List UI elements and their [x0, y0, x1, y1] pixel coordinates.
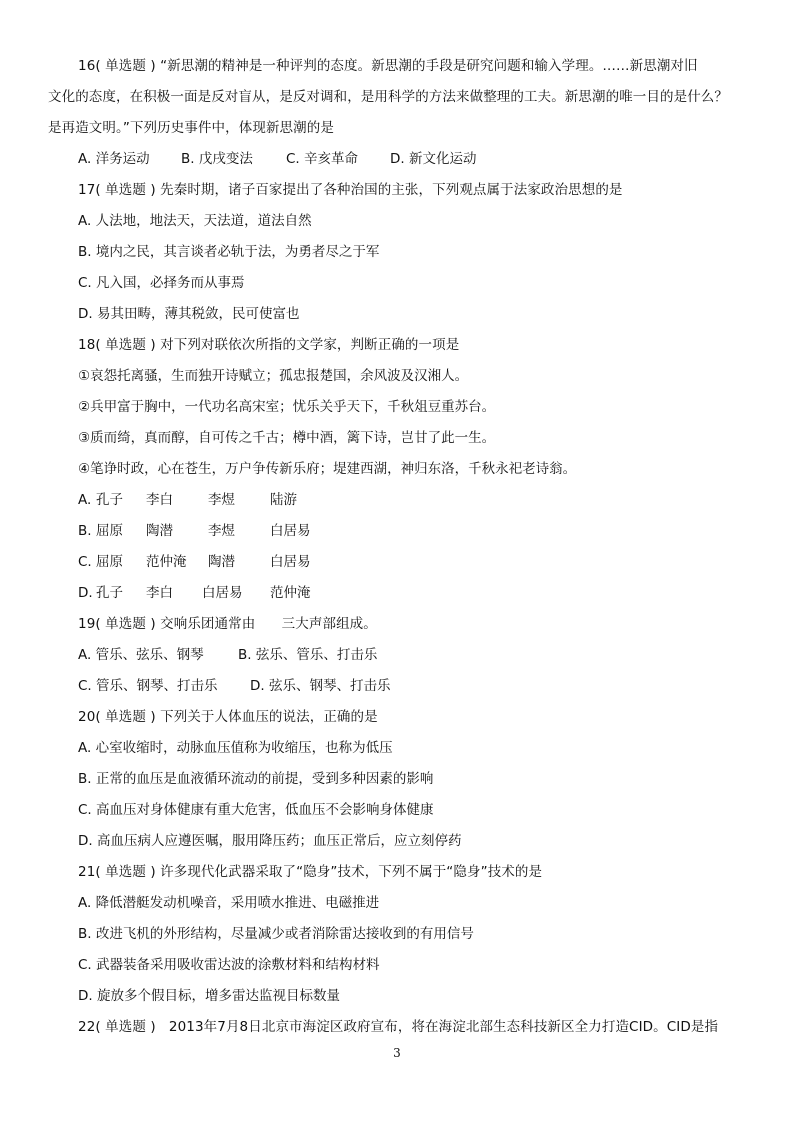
option-letter: D. — [78, 585, 93, 601]
question-stem: “新思潮的精神是一种评判的态度。新思潮的手段是研究问题和输入学理。……新思潮对旧 — [160, 58, 698, 74]
question-type: ( 单选题 ) — [95, 182, 156, 198]
question-19-stem — [78, 614, 754, 634]
question-number: 22 — [78, 1019, 96, 1035]
question-stem: 对下列对联依次所指的文学家，判断正确的一项是 — [160, 337, 460, 353]
option-a[interactable]: A. 管乐、弦乐、钢琴 — [78, 647, 204, 663]
option-name: 白居易 — [202, 585, 243, 601]
option-b[interactable]: B. 戊戌变法 — [181, 151, 253, 167]
option-c[interactable]: C. 辛亥革命 — [286, 151, 359, 167]
couplet-4: ④笔诤时政，心在苍生，万户争传新乐府；堤建西湖，神归东洛，千秋永祀老诗翁。 — [78, 461, 577, 477]
option-b[interactable]: B. 正常的血压是血液循环流动的前提，受到多种因素的影响 — [78, 771, 434, 787]
option-name: 屈原 — [96, 554, 123, 570]
option-a[interactable]: A. 人法地，地法天，天法道，道法自然 — [78, 213, 312, 229]
couplet-3: ③质而绮，真而醇，自可传之千古；樽中酒，篱下诗，岂甘了此一生。 — [78, 430, 496, 446]
question-18-stem — [78, 335, 754, 355]
question-16-line-3: 是再造文明。”下列历史事件中，体现新思潮的是 — [48, 120, 334, 136]
question-type: ( 单选题 ) — [95, 337, 156, 353]
option-b[interactable]: B. 弦乐、管乐、打击乐 — [238, 647, 378, 663]
couplet-2: ②兵甲富于胸中，一代功名高宋室；忧乐关乎天下，千秋俎豆重苏台。 — [78, 399, 496, 415]
question-16-line-2: 文化的态度，在积极一面是反对盲从，是反对调和，是用科学的方法来做整理的工夫。新思潮的唯一目的是什么？ — [48, 89, 728, 105]
option-b[interactable]: B. 境内之民，其言谈者必轨于法，为勇者尽之于军 — [78, 244, 380, 260]
option-name: 陆游 — [270, 492, 297, 508]
question-17-stem — [78, 180, 754, 200]
question-type: ( 单选题 ) — [95, 58, 156, 74]
question-22-stem — [78, 1017, 754, 1037]
question-number: 21 — [78, 864, 96, 880]
question-number: 19 — [78, 616, 96, 632]
question-number: 17 — [78, 182, 96, 198]
question-type: ( 单选题 ) — [95, 616, 156, 632]
option-d[interactable]: D. 易其田畴，薄其税敛，民可使富也 — [78, 306, 300, 322]
question-21-stem — [78, 862, 754, 882]
couplet-1: ①哀怨托离骚，生而独开诗赋立；孤忠报楚国，余风波及汉湘人。 — [78, 368, 469, 384]
option-name: 白居易 — [270, 554, 311, 570]
question-20-stem — [78, 707, 754, 727]
option-a[interactable]: A. 心室收缩时，动脉血压值称为收缩压，也称为低压 — [78, 740, 393, 756]
question-stem: 先秦时期，诸子百家提出了各种治国的主张，下列观点属于法家政治思想的是 — [160, 182, 623, 198]
option-name: 孔子 — [96, 492, 123, 508]
question-type: ( 单选题 ) — [95, 709, 156, 725]
option-name: 李煜 — [208, 523, 235, 539]
option-c[interactable]: C. 管乐、钢琴、打击乐 — [78, 678, 218, 694]
option-c[interactable]: C. 武器装备采用吸收雷达波的涂敷材料和结构材料 — [78, 957, 380, 973]
option-b[interactable]: B. 改进飞机的外形结构，尽量减少或者消除雷达接收到的有用信号 — [78, 926, 474, 942]
option-d[interactable]: D. 旋放多个假目标，增多雷达监视目标数量 — [78, 988, 340, 1004]
question-stem: 下列关于人体血压的说法，正确的是 — [160, 709, 378, 725]
question-16-line-1 — [78, 56, 754, 76]
option-name: 李白 — [146, 492, 173, 508]
option-c[interactable]: C. 凡入国，必择务而从事焉 — [78, 275, 245, 291]
option-a[interactable]: A. 降低潜艇发动机噪音，采用喷水推进、电磁推进 — [78, 895, 380, 911]
option-letter: C. — [78, 554, 92, 570]
question-number: 16 — [78, 58, 96, 74]
option-name: 范仲淹 — [146, 554, 187, 570]
question-type: ( 单选题 ) — [95, 1019, 156, 1035]
option-c[interactable]: C. 高血压对身体健康有重大危害，低血压不会影响身体健康 — [78, 802, 434, 818]
option-name: 孔子 — [96, 585, 123, 601]
option-name: 陶潜 — [208, 554, 235, 570]
question-number: 18 — [78, 337, 96, 353]
option-name: 范仲淹 — [270, 585, 311, 601]
option-d[interactable]: D. 新文化运动 — [390, 151, 477, 167]
option-letter: B. — [78, 523, 92, 539]
page-number: 3 — [393, 1046, 401, 1060]
option-d[interactable]: D. 弦乐、钢琴、打击乐 — [250, 678, 391, 694]
question-type: ( 单选题 ) — [95, 864, 156, 880]
option-name: 李煜 — [208, 492, 235, 508]
question-number: 20 — [78, 709, 96, 725]
option-d[interactable]: D. 高血压病人应遵医嘱，服用降压药；血压正常后，应立刻停药 — [78, 833, 462, 849]
question-stem: 2013年7月8日北京市海淀区政府宣布，将在海淀北部生态科技新区全力打造CID。CID是指 — [160, 1019, 719, 1035]
question-stem: 许多现代化武器采取了“隐身”技术，下列不属于“隐身”技术的是 — [160, 864, 543, 880]
option-a[interactable]: A. 洋务运动 — [78, 151, 150, 167]
question-stem: 交响乐团通常由 三大声部组成。 — [160, 616, 377, 632]
option-name: 白居易 — [270, 523, 311, 539]
option-name: 李白 — [146, 585, 173, 601]
option-letter: A. — [78, 492, 92, 508]
option-name: 屈原 — [96, 523, 123, 539]
option-name: 陶潜 — [146, 523, 173, 539]
